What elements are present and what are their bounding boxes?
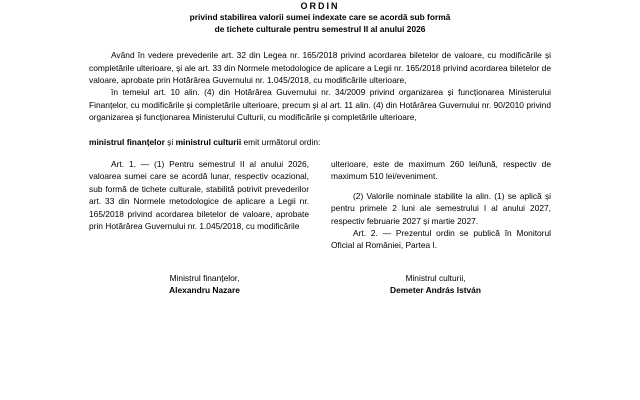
signature-role: Ministrul finanțelor, xyxy=(169,273,240,283)
emitting-connector: și xyxy=(164,136,176,147)
emitting-ministry-finance: ministrul finanțelor xyxy=(89,136,165,147)
preamble-paragraph-legal-basis: Având în vedere prevederile art. 32 din Legea nr. 165/2018 privind acordarea biletelor de valoare, cu modificările și completările ulterioare, și ale art. 33 din Normele metodologice de aplicare a Legii nr. 165/2018 privind acordarea biletelor de valoare, aprobate prin Hotărârea Guvernului nr. 1.045/2018, cu modificările ulterioare, xyxy=(89,50,551,85)
emitting-ministry-culture: ministrul culturii xyxy=(175,136,242,147)
article-1-paragraph-1: Art. 1. — (1) Pentru semestrul II al anului 2026, valoarea sumei care se acordă lunar, respectiv ocazional, sub formă de tichete culturale, stabilită potrivit prevederilor art. 33 din Normele metodologice de aplicare a Legii nr. 165/2018 privind acordarea biletelor de valoare, aprobate prin Hotărârea Guvernului nr. 1.045/2018, cu modificările xyxy=(89,159,309,232)
signature-finance xyxy=(89,272,320,296)
article-1-paragraph-2: (2) Valorile nominale stabilite la alin. (1) se aplică și pentru primele 2 luni ale semestrului I al anului 2027, respectiv februarie 2027 și martie 2027. xyxy=(331,190,551,226)
order-document xyxy=(89,0,551,400)
right-column xyxy=(331,158,551,252)
emitting-clause xyxy=(89,136,551,148)
preamble-paragraph-authority: în temeiul art. 10 alin. (4) din Hotărârea Guvernului nr. 34/2009 privind organizarea și funcționarea Ministerului Finanțelor, cu modificările și completările ulterioare, precum și al art. 11 alin. (4) din Hotărârea Guvernului nr. 90/2010 privind organizarea și funcționarea Ministerului Culturii, cu modificările și completările ulterioare, xyxy=(89,87,551,123)
article-1-paragraph-1-continued: ulterioare, este de maximum 260 lei/lună, respectiv de maximum 510 lei/eveniment. xyxy=(331,159,551,182)
signatures xyxy=(89,272,551,296)
articles-columns xyxy=(89,158,551,252)
signature-name: Alexandru Nazare xyxy=(169,285,240,295)
document-subtitle-line1: privind stabilirea valorii sumei indexate care se acordă sub formă xyxy=(189,12,451,22)
left-column xyxy=(89,158,309,252)
document-subtitle-line2: de tichete culturale pentru semestrul II al anului 2026 xyxy=(214,23,426,34)
signature-name: Demeter András István xyxy=(390,285,481,295)
document-title: ORDIN xyxy=(300,1,340,11)
signature-role: Ministrul culturii, xyxy=(405,273,466,283)
signature-culture xyxy=(320,272,551,296)
article-2: Art. 2. — Prezentul ordin se publică în Monitorul Oficial al României, Partea I. xyxy=(331,228,551,251)
preamble xyxy=(89,49,551,123)
emitting-clause-rest: emit următorul ordin: xyxy=(241,136,321,147)
